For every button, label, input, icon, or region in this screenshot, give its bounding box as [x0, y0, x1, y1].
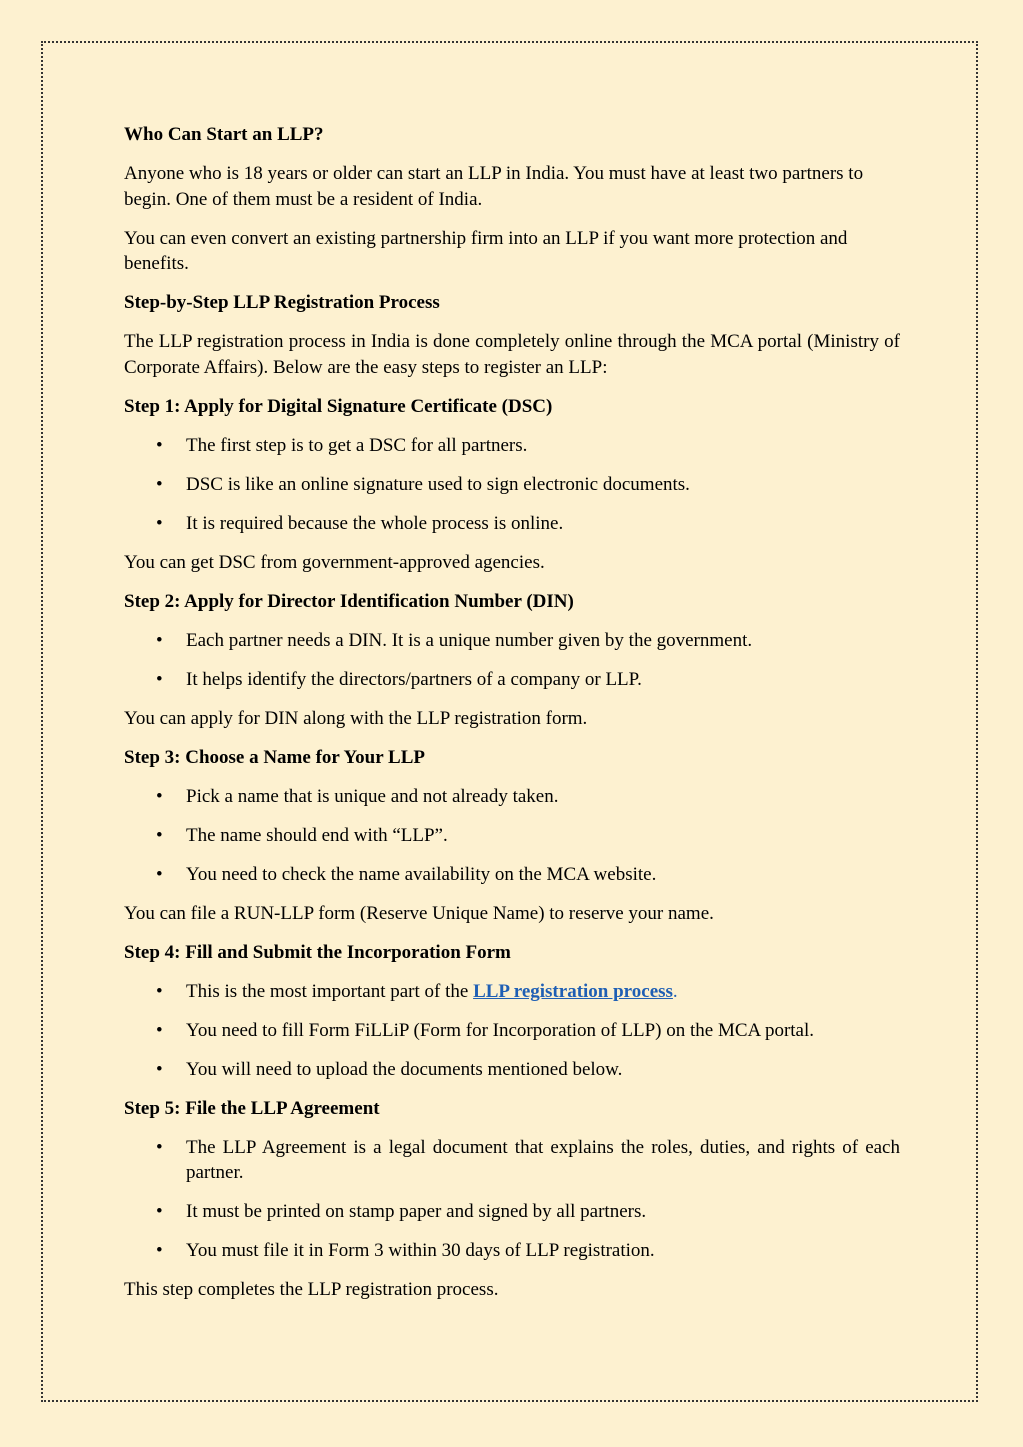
heading-step-3: Step 3: Choose a Name for Your LLP	[124, 746, 426, 768]
document-body	[124, 122, 900, 1316]
heading-who-can-start: Who Can Start an LLP?	[124, 124, 324, 145]
heading-step-1: Step 1: Apply for Digital Signature Certificate (DSC)	[124, 395, 553, 417]
paragraph-process-intro: The LLP registration process in India is done completely online through the MCA portal (Ministry of Corporate Affairs). Below are the easy steps to register an LLP:	[124, 331, 900, 378]
step-1-list	[124, 433, 900, 537]
bullet-icon: •	[156, 863, 163, 885]
heading-step-2: Step 2: Apply for Director Identification Number (DIN)	[124, 590, 574, 612]
list-item	[124, 1199, 900, 1225]
list-item-text: It helps identify the directors/partners of a company or LLP.	[186, 668, 642, 690]
list-item-text: You will need to upload the documents mentioned below.	[186, 1058, 623, 1080]
step-3-list	[124, 784, 900, 888]
paragraph-step-3-note: You can file a RUN-LLP form (Reserve Unique Name) to reserve your name.	[124, 902, 714, 924]
list-item-text: The LLP Agreement is a legal document that explains the roles, duties, and rights of each partner.	[186, 1136, 900, 1183]
list-item-text: This is the most important part of the	[186, 980, 474, 1002]
list-item	[124, 1057, 900, 1083]
bullet-icon: •	[156, 1136, 163, 1158]
bullet-icon: •	[156, 785, 163, 807]
list-item	[124, 784, 900, 810]
list-item	[124, 979, 900, 1005]
bullet-icon: •	[156, 473, 163, 495]
bullet-icon: •	[156, 512, 163, 534]
heading-process: Step-by-Step LLP Registration Process	[124, 292, 440, 313]
bullet-icon: •	[156, 824, 163, 846]
list-item-text: It must be printed on stamp paper and signed by all partners.	[186, 1201, 647, 1222]
list-item	[124, 1238, 900, 1264]
bullet-icon: •	[156, 1201, 163, 1222]
paragraph-step-5-note: This step completes the LLP registration process.	[124, 1279, 499, 1300]
list-item	[124, 667, 900, 693]
bullet-icon: •	[156, 629, 163, 651]
paragraph-who-convert: You can even convert an existing partnership firm into an LLP if you want more protection and benefits.	[124, 227, 848, 274]
list-item	[124, 511, 900, 537]
paragraph-step-1-note: You can get DSC from government-approved agencies.	[124, 551, 545, 573]
list-item-text: Pick a name that is unique and not already taken.	[186, 785, 559, 807]
list-item	[124, 1018, 900, 1044]
bullet-icon: •	[156, 434, 163, 456]
list-item-text: You need to fill Form FiLLiP (Form for Incorporation of LLP) on the MCA portal.	[186, 1019, 815, 1041]
llp-registration-process-link[interactable]: LLP registration process	[473, 980, 673, 1002]
list-item	[124, 433, 900, 459]
bullet-icon: •	[156, 668, 163, 690]
bullet-icon: •	[156, 980, 163, 1002]
step-5-list	[124, 1135, 900, 1264]
list-item	[124, 1135, 900, 1186]
bullet-icon: •	[156, 1240, 163, 1261]
heading-step-4: Step 4: Fill and Submit the Incorporation Form	[124, 941, 511, 963]
list-item	[124, 823, 900, 849]
list-item	[124, 862, 900, 888]
list-item-text: The first step is to get a DSC for all partners.	[186, 434, 528, 456]
link-period: .	[672, 980, 678, 1002]
list-item-text: DSC is like an online signature used to sign electronic documents.	[186, 473, 690, 495]
step-4-list	[124, 979, 900, 1083]
list-item-text: Each partner needs a DIN. It is a unique number given by the government.	[186, 629, 753, 651]
paragraph-who-eligibility: Anyone who is 18 years or older can start an LLP in India. You must have at least two partners to begin. One of them must be a resident of India.	[124, 163, 864, 210]
bullet-icon: •	[156, 1019, 163, 1041]
list-item	[124, 472, 900, 498]
bullet-icon: •	[156, 1058, 163, 1080]
list-item	[124, 628, 900, 654]
list-item-text: You must file it in Form 3 within 30 days of LLP registration.	[186, 1240, 655, 1261]
list-item-text: The name should end with “LLP”.	[186, 824, 448, 846]
list-item-text: You need to check the name availability on the MCA website.	[186, 863, 657, 885]
step-2-list	[124, 628, 900, 693]
paragraph-step-2-note: You can apply for DIN along with the LLP registration form.	[124, 707, 588, 729]
heading-step-5: Step 5: File the LLP Agreement	[124, 1097, 380, 1119]
list-item-text: It is required because the whole process is online.	[186, 512, 564, 534]
